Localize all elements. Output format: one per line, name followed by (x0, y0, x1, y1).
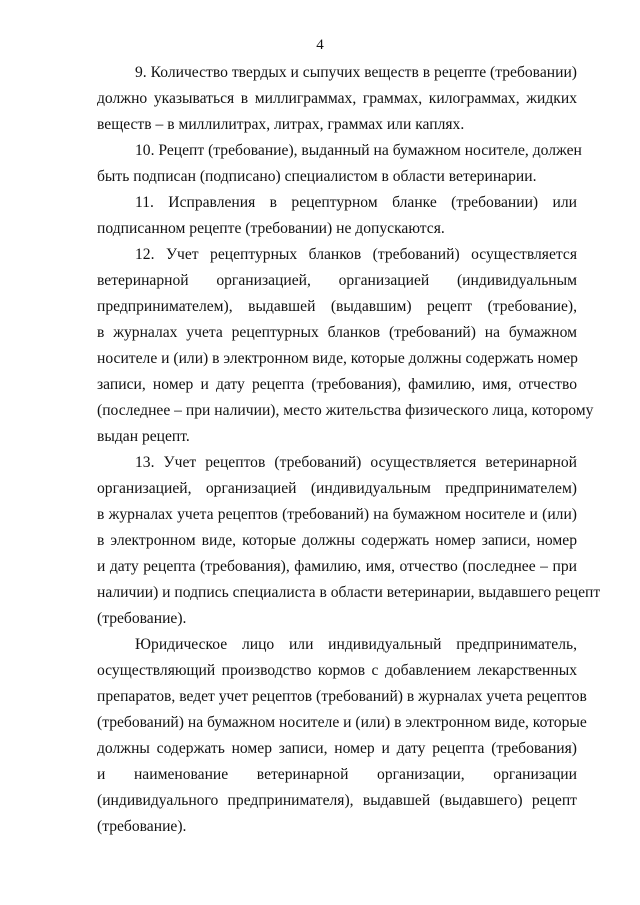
text-line: (требование). (97, 818, 187, 835)
text-line: быть подписан (подписано) специалистом в области ветеринарии. (97, 168, 537, 185)
paragraph-11 (97, 190, 577, 242)
text-line: ветеринарной организацией, организацией (индивидуальным (97, 272, 577, 289)
text-line: в журналах учета рецептурных бланков (требований) на бумажном (97, 324, 577, 341)
text-line: (требований) на бумажном носителе и (или) в электронном виде, которые (97, 714, 587, 731)
document-body (97, 60, 601, 840)
paragraph-12 (97, 242, 594, 450)
text-line: веществ – в миллилитрах, литрах, граммах или каплях. (97, 116, 465, 133)
text-line: в электронном виде, которые должны содержать номер записи, номер (97, 532, 577, 549)
text-line: и дату рецепта (требования), фамилию, имя, отчество (последнее – при (97, 558, 577, 575)
text-line: 9. Количество твердых и сыпучих веществ в рецепте (требовании) (135, 64, 577, 81)
paragraph-13 (97, 450, 601, 632)
paragraph-9 (97, 60, 577, 138)
text-line: и наименование ветеринарной организации, организации (97, 766, 577, 783)
page-number: 4 (316, 37, 324, 53)
text-line: Юридическое лицо или индивидуальный предприниматель, (135, 636, 577, 653)
paragraph-legal-entity (97, 632, 587, 840)
text-line: организацией, организацией (индивидуальным предпринимателем) (97, 480, 577, 497)
text-line: должны содержать номер записи, номер и дату рецепта (требования) (97, 740, 577, 757)
text-line: носителе и (или) в электронном виде, которые должны содержать номер (97, 350, 578, 367)
text-line: (требование). (97, 610, 187, 627)
text-line: записи, номер и дату рецепта (требования), фамилию, имя, отчество (97, 376, 577, 393)
text-line: препаратов, ведет учет рецептов (требований) в журналах учета рецептов (97, 688, 587, 705)
text-line: осуществляющий производство кормов с добавлением лекарственных (97, 662, 577, 679)
text-line: 10. Рецепт (требование), выданный на бумажном носителе, должен (135, 142, 582, 159)
text-line: 13. Учет рецептов (требований) осуществляется ветеринарной (135, 454, 577, 471)
text-line: (индивидуального предпринимателя), выдавшей (выдавшего) рецепт (97, 792, 577, 809)
text-line: выдан рецепт. (97, 428, 190, 445)
text-line: наличии) и подпись специалиста в области ветеринарии, выдавшего рецепт (97, 584, 601, 601)
text-line: в журналах учета рецептов (требований) на бумажном носителе и (или) (97, 506, 577, 523)
text-line: предпринимателем), выдавшей (выдавшим) рецепт (требование), (97, 298, 577, 315)
text-line: 11. Исправления в рецептурном бланке (требовании) или (135, 194, 577, 211)
text-line: подписанном рецепте (требовании) не допускаются. (97, 220, 445, 237)
text-line: 12. Учет рецептурных бланков (требований) осуществляется (135, 246, 577, 263)
text-line: должно указываться в миллиграммах, граммах, килограммах, жидких (97, 90, 577, 107)
paragraph-10 (97, 138, 582, 190)
text-line: (последнее – при наличии), место жительства физического лица, которому (97, 402, 594, 419)
